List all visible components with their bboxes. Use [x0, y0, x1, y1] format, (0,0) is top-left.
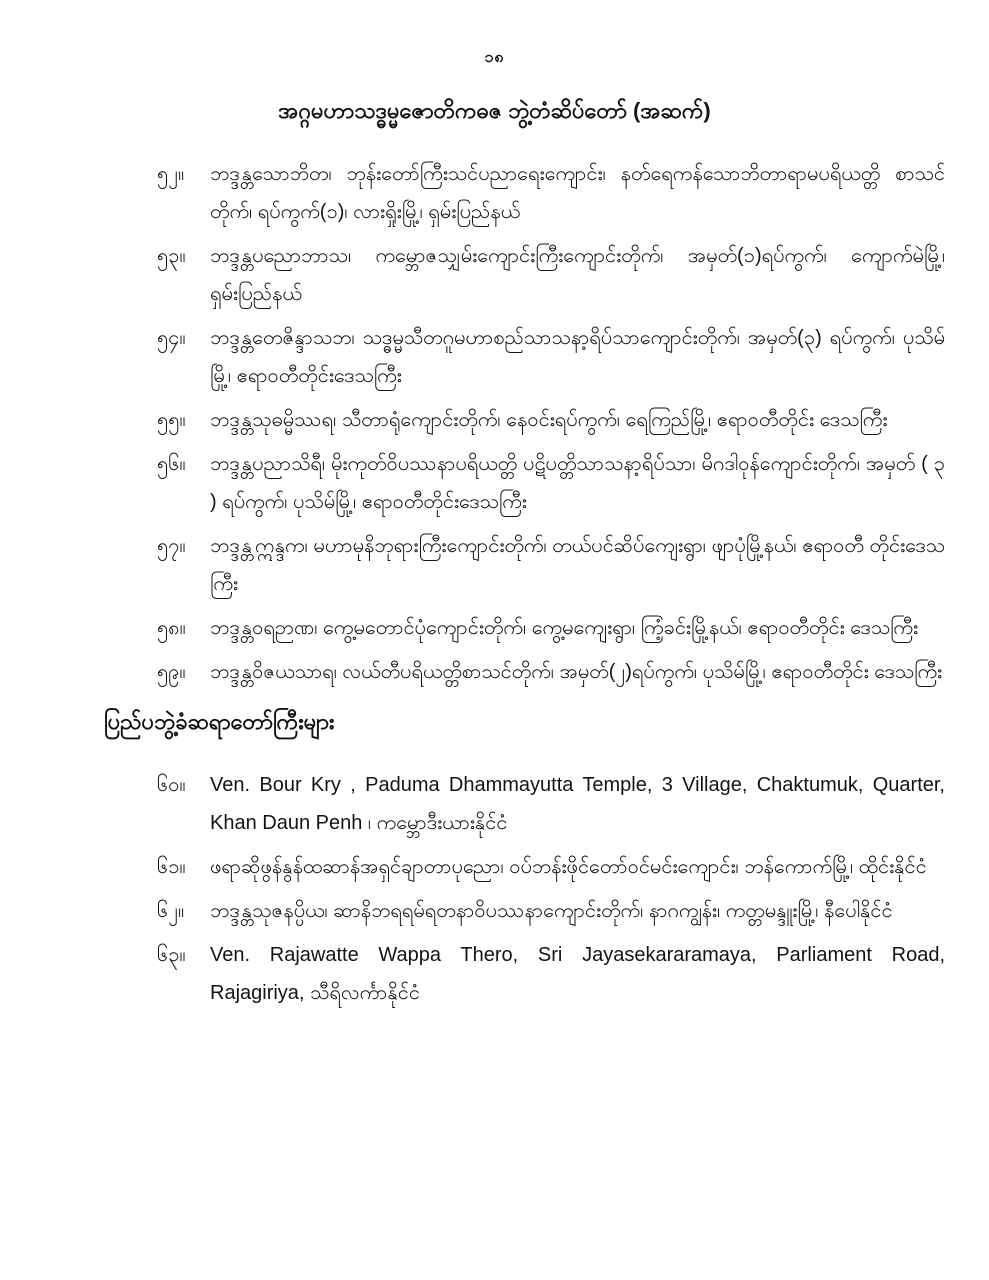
item-number: ၅၆။	[157, 453, 186, 475]
item-text: ဘဒ္ဒန္တသောဘိတ၊ ဘုန်းတော်ကြီးသင်ပညာရေးကျောင်း၊ နတ်ရေကန်သောဘိတာရာမပရိယတ္တိ စာသင်တိုက်၊ ရပ်ကွက်(၁)၊ လားရှိုးမြို့၊ ရှမ်းပြည်နယ်	[210, 163, 945, 223]
item-text: ဘဒ္ဒန္တပညောဘာသ၊ ကမ္ဘောဇသျှမ်းကျောင်းကြီးကျောင်းတိုက်၊ အမှတ်(၁)ရပ်ကွက်၊ ကျောက်မဲမြို့၊ ရှမ်းပြည်နယ်	[210, 245, 945, 305]
item-number: ၅၄။	[157, 327, 186, 349]
item-number: ၅၈။	[157, 617, 186, 639]
item-text: ဘဒ္ဒန္တဝိဇယသာရ၊ လယ်တီပရိယတ္တိစာသင်တိုက်၊ အမှတ်(၂)ရပ်ကွက်၊ ပုသိမ်မြို့၊ ဧရာဝတီတိုင်း ဒေသကြီး	[210, 661, 943, 683]
foreign-award-list	[157, 766, 945, 1012]
page-title: အဂ္ဂမဟာသဒ္ဓမ္မဇောတိကဓဇ ဘွဲ့တံဆိပ်တော် (အဆက်)	[278, 98, 711, 123]
item-text: ဘဒ္ဒန္တဝရဉာဏ၊ ကွေ့မတောင်ပုံကျောင်းတိုက်၊ ကွေ့မကျေးရွာ၊ ကြံ့ခင်းမြို့နယ်၊ ဧရာဝတီတိုင်း ဒေသကြီး	[210, 617, 919, 639]
item-number: ၅၇။	[157, 535, 186, 557]
item-number: ၅၉။	[157, 661, 186, 683]
list-item	[157, 848, 945, 886]
item-number: ၅၂။	[157, 163, 185, 185]
page-number: ၁၈	[484, 49, 505, 66]
item-text: ဘဒ္ဒန္တဣန္ဒက၊ မဟာမုနိဘုရားကြီးကျောင်းတိုက်၊ တယ်ပင်ဆိပ်ကျေးရွာ၊ ဖျာပုံမြို့နယ်၊ ဧရာဝတီ တိုင်းဒေသကြီး	[210, 535, 945, 595]
list-item	[157, 527, 945, 603]
list-item	[157, 401, 945, 439]
item-text: ဘဒ္ဒန္တသုဓမ္မိဿရ၊ သီတာရုံကျောင်းတိုက်၊ နေဝင်းရပ်ကွက်၊ ရေကြည်မြို့၊ ဧရာဝတီတိုင်း ဒေသကြီး	[210, 409, 888, 431]
list-item	[157, 237, 945, 313]
list-item	[157, 766, 945, 842]
item-number: ၅၃။	[157, 245, 186, 267]
list-item	[157, 892, 945, 930]
item-text: Ven. Rajawatte Wappa Thero, Sri Jayasekararamaya, Parliament Road, Rajagiriya, သီရိလင်္ကာနိုင်ငံ	[210, 944, 945, 1004]
list-item	[157, 319, 945, 395]
item-text: ဖရာဆိုဖွန်နွန်ထဆာန်အရှင်ချာတာပုညော၊ ဝပ်ဘန်းဖိုင်တော်ဝင်မင်းကျောင်း၊ ဘန်ကောက်မြို့၊ ထိုင်းနိုင်ငံ	[210, 856, 927, 878]
foreign-section-heading: ပြည်ပဘွဲ့ခံဆရာတော်ကြီးများ	[104, 709, 335, 734]
item-number: ၆၁။	[157, 856, 186, 878]
item-text: ဘဒ္ဒန္တတေဇိန္ဒာသဘ၊ သဒ္ဓမ္မသီတဂူမဟာစည်သာသနာ့ရိပ်သာကျောင်းတိုက်၊ အမှတ်(၃) ရပ်ကွက်၊ ပုသိမ်မြို့၊ ဧရာဝတီတိုင်းဒေသကြီး	[210, 327, 945, 387]
list-item	[157, 653, 945, 691]
list-item	[157, 155, 945, 231]
list-item	[157, 445, 945, 521]
item-number: ၆၀။	[157, 774, 186, 796]
item-number: ၆၂။	[157, 900, 185, 922]
list-item	[157, 609, 945, 647]
item-text: Ven. Bour Kry , Paduma Dhammayutta Temple, 3 Village, Chaktumuk, Quarter, Khan Daun Penh ၊ ကမ္ဘောဒီးယားနိုင်ငံ	[210, 774, 945, 834]
item-text: ဘဒ္ဒန္တသုဇနပ္ပိယ၊ ဆာနိဘရရမ်ရတနာဝိပဿနာကျောင်းတိုက်၊ နာဂကျွန်း၊ ကတ္တမန္ဒူးမြို့၊ နီပေါနိုင်ငံ	[210, 900, 893, 922]
item-text: ဘဒ္ဒန္တပညာသိရီ၊ မိုးကုတ်ဝိပဿနာပရိယတ္တိ ပဋိပတ္တိသာသနာ့ရိပ်သာ၊ မိဂဒါဝုန်ကျောင်းတိုက်၊ အမှတ် ( ၃ ) ရပ်ကွက်၊ ပုသိမ်မြို့၊ ဧရာဝတီတိုင်းဒေသကြီး	[210, 453, 945, 513]
item-number: ၅၅။	[157, 409, 186, 431]
item-number: ၆၃။	[157, 944, 186, 966]
award-list	[157, 155, 945, 691]
list-item	[157, 936, 945, 1012]
